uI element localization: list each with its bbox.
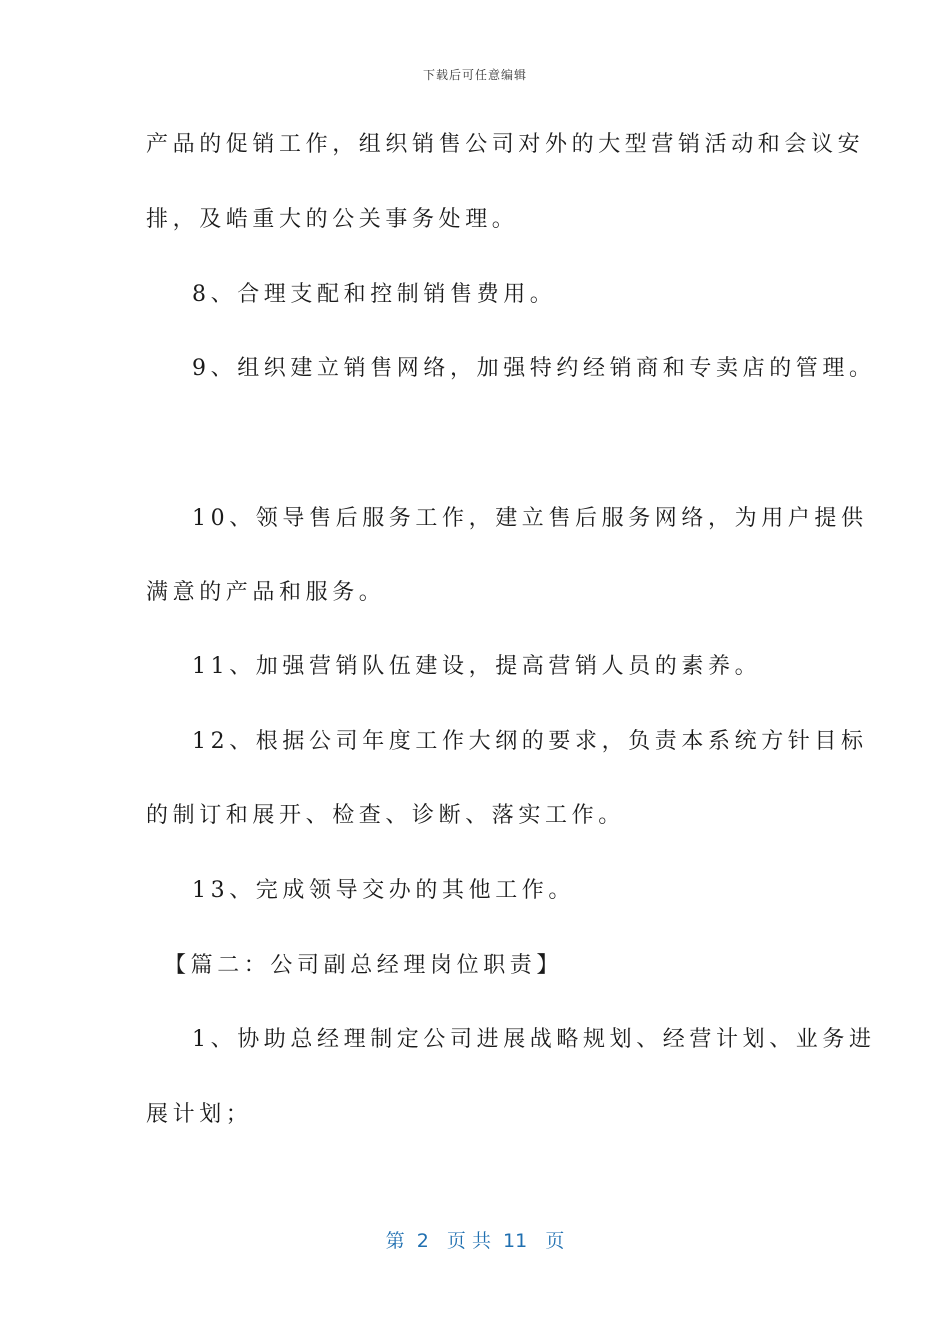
paragraph-line: 12、根据公司年度工作大纲的要求，负责本系统方针目标	[192, 729, 868, 754]
paragraph-line: 8、合理支配和控制销售费用。	[192, 282, 557, 307]
paragraph-line: 13、完成领导交办的其他工作。	[192, 878, 575, 903]
section-heading: 【篇二：公司副总经理岗位职责】	[164, 953, 564, 978]
paragraph-line: 的制订和展开、检查、诊断、落实工作。	[146, 803, 625, 828]
paragraph-line: 排，及峼重大的公关事务处理。	[146, 207, 519, 232]
paragraph-line: 9、组织建立销售网络，加强特约经销商和专卖店的管理。	[192, 356, 876, 381]
page-number-footer: 第 2 页 共 11 页	[385, 1230, 565, 1252]
paragraph-line: 满意的产品和服务。	[146, 580, 386, 605]
paragraph-line: 11、加强营销队伍建设，提高营销人员的素养。	[192, 654, 762, 679]
paragraph-line: 1、协助总经理制定公司进展战略规划、经营计划、业务进	[192, 1027, 876, 1052]
paragraph-line: 产品的促销工作，组织销售公司对外的大型营销活动和会议安	[146, 132, 865, 157]
paragraph-line: 10、领导售后服务工作，建立售后服务网络，为用户提供	[192, 506, 868, 531]
paragraph-line: 展计划；	[146, 1102, 253, 1127]
header-note: 下载后可任意编辑	[422, 68, 527, 82]
